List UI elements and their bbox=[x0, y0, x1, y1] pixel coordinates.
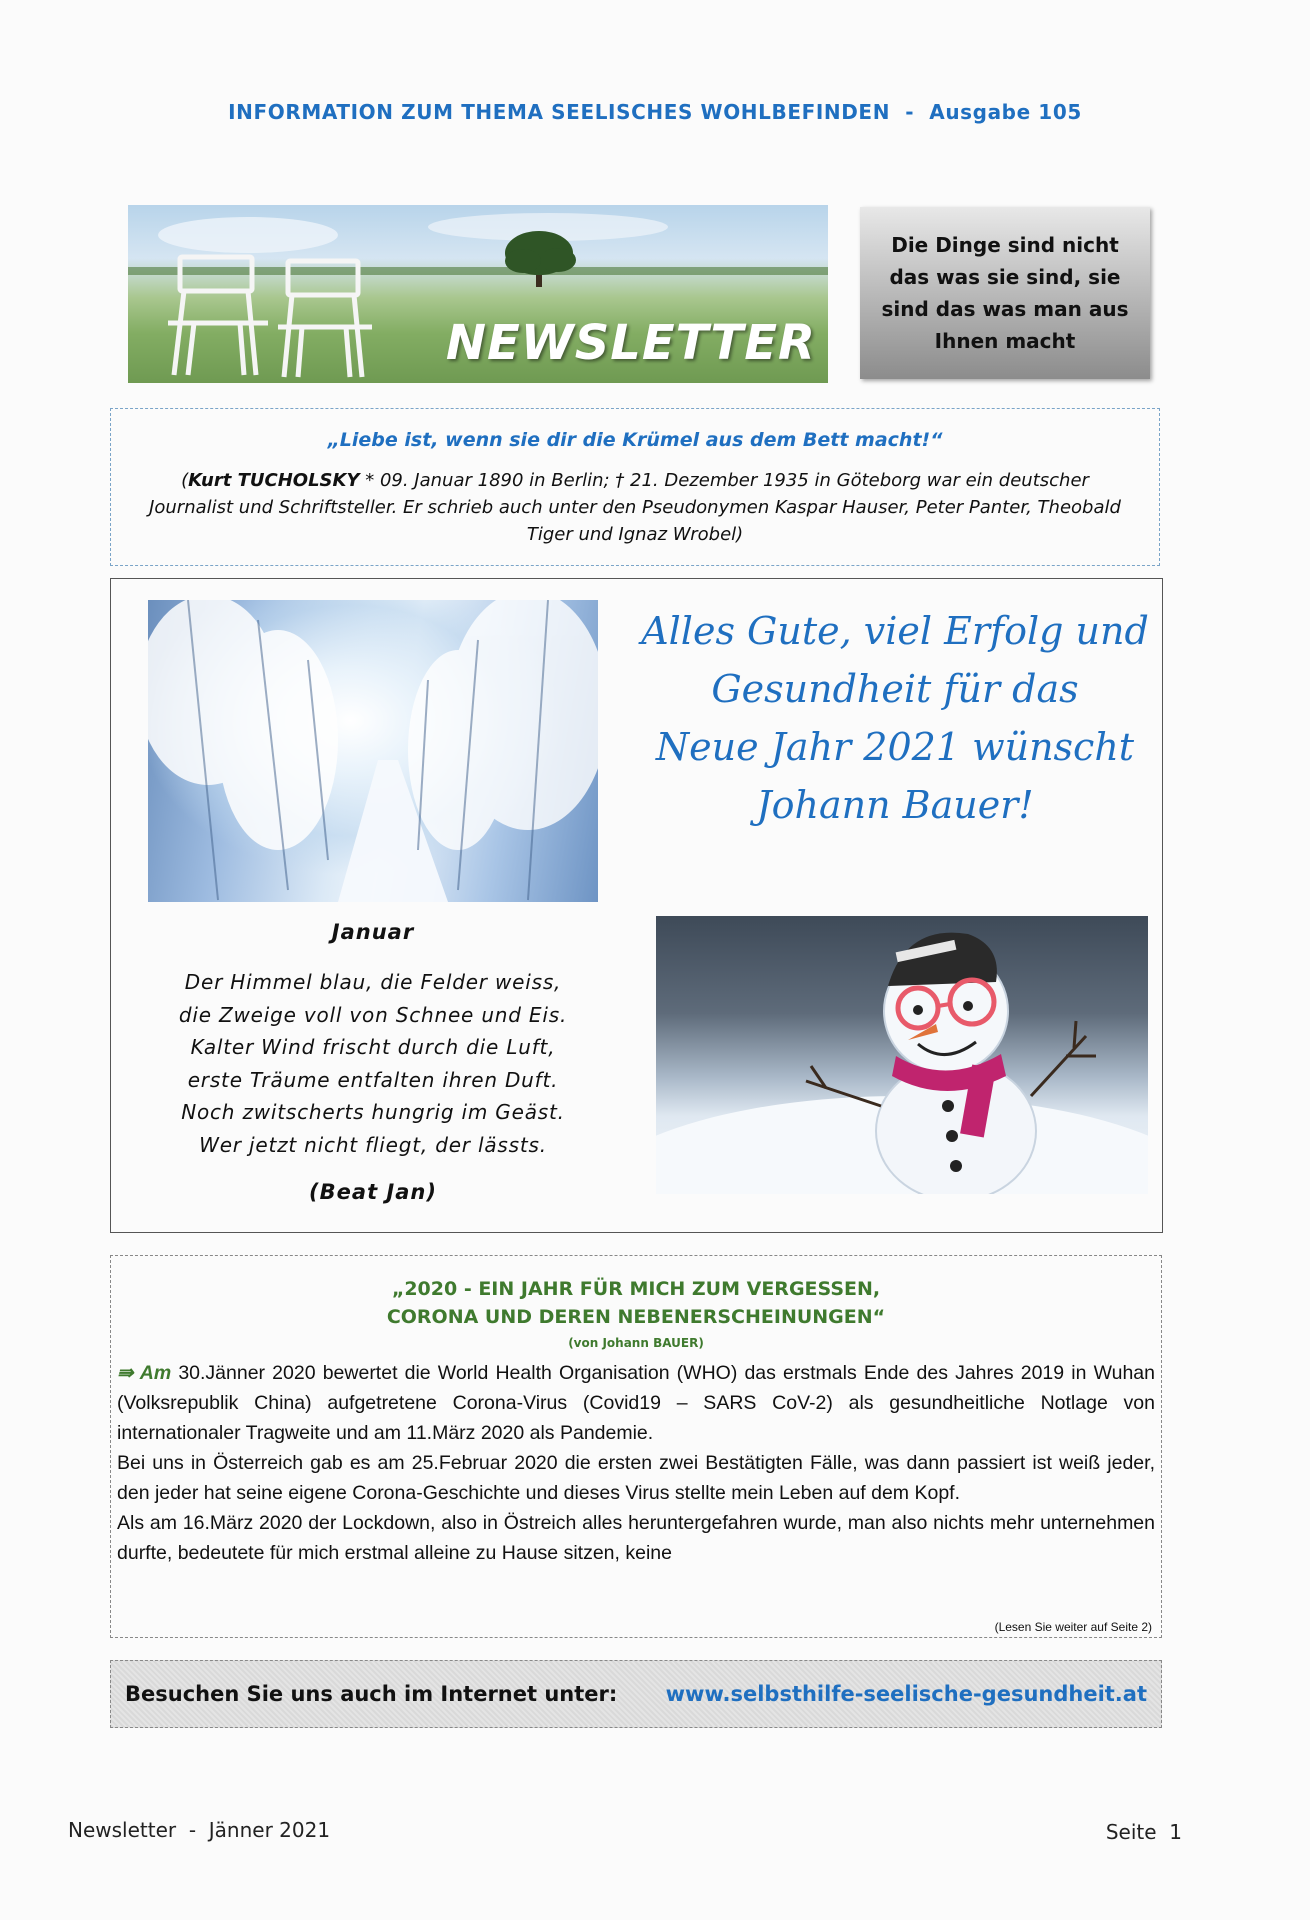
newsletter-banner-image bbox=[128, 205, 828, 383]
quote-box bbox=[110, 408, 1160, 566]
article-title-line-2: CORONA UND DEREN NEBENERSCHEINUNGEN“ bbox=[386, 1306, 886, 1328]
article-lead-word: Am bbox=[139, 1362, 172, 1384]
poem-line: erste Träume entfalten ihren Duft. bbox=[187, 1067, 559, 1092]
snowman-photo bbox=[656, 916, 1148, 1194]
article-title bbox=[110, 1275, 1162, 1331]
poem-line: Der Himmel blau, die Felder weiss, bbox=[184, 970, 562, 994]
poem-author: (Beat Jan) bbox=[309, 1180, 437, 1204]
banner-title: NEWSLETTER bbox=[445, 315, 816, 371]
article-lead bbox=[117, 1362, 171, 1384]
article-paragraph: Bei uns in Österreich gab es am 25.Februar 2020 die ersten zwei Bestätigten Fälle, was dann passiert ist weiß jeder, den jeder hat seine eigene Corona-Geschichte und dieses Virus stellte mein Leben auf dem Kopf. bbox=[117, 1452, 1155, 1504]
quote-author-name: Kurt TUCHOLSKY bbox=[188, 470, 360, 491]
internet-label: Besuchen Sie uns auch im Internet unter: bbox=[125, 1682, 618, 1706]
greeting-line-3: Neue Jahr 2021 wünscht bbox=[655, 725, 1135, 769]
greeting-line-4: Johann Bauer! bbox=[756, 783, 1034, 827]
attribution-open-paren: ( bbox=[181, 470, 189, 491]
snowy-forest-photo bbox=[148, 600, 598, 902]
header-separator: - bbox=[905, 100, 915, 124]
internet-banner bbox=[110, 1660, 1162, 1728]
quote-attribution bbox=[141, 467, 1129, 548]
article-paragraph: Als am 16.März 2020 der Lockdown, also in Östreich alles heruntergefahren wurde, man also nichts mehr unternehmen durfte, bedeutete für mich erstmal alleine zu Hause sitzen, keine bbox=[117, 1512, 1155, 1564]
poem-line: Wer jetzt nicht fliegt, der lässts. bbox=[199, 1132, 547, 1157]
article-body bbox=[117, 1358, 1155, 1568]
newsletter-header bbox=[0, 100, 1310, 124]
poem-line: Kalter Wind frischt durch die Luft, bbox=[190, 1035, 556, 1059]
article-title-line-1: „2020 - EIN JAHR FÜR MICH ZUM VERGESSEN, bbox=[391, 1278, 881, 1300]
quote-author-details: * 09. Januar 1890 in Berlin; † 21. Dezember 1935 in Göteborg war ein deutscher Journalist und Schriftsteller. Er schrieb auch unter den Pseudonymen Kaspar Hauser, Peter Panter, Theobald Tiger und Ignaz Wrobel) bbox=[149, 470, 1121, 545]
motto-box bbox=[860, 207, 1150, 379]
article-paragraph bbox=[117, 1358, 1155, 1448]
website-link[interactable]: www.selbsthilfe-seelische-gesundheit.at bbox=[665, 1682, 1147, 1706]
greeting-line-2: Gesundheit für das bbox=[711, 667, 1079, 711]
footer-page-number: Seite 1 bbox=[1105, 1820, 1182, 1844]
continue-reading-note: (Lesen Sie weiter auf Seite 2) bbox=[994, 1620, 1152, 1634]
quote-text: „Liebe ist, wenn sie dir die Krümel aus dem Bett macht!“ bbox=[327, 429, 943, 451]
poem-line: Noch zwitscherts hungrig im Geäst. bbox=[181, 1100, 565, 1124]
snowy-forest-illustration bbox=[148, 600, 598, 902]
poem-title: Januar bbox=[331, 920, 415, 944]
issue-number: Ausgabe 105 bbox=[929, 100, 1082, 124]
article-byline: (von Johann BAUER) bbox=[568, 1336, 704, 1350]
new-year-greeting bbox=[630, 602, 1160, 834]
article-paragraph-1-text: 30.Jänner 2020 bewertet die World Health Organisation (WHO) das erstmals Ende des Jahres 2019 in Wuhan (Volksrepublik China) aufgetretene Corona-Virus (Covid19 – SARS CoV-2) als gesundheitliche Notlage von internationaler Tragweite und am 11.März 2020 als Pandemie. bbox=[117, 1362, 1155, 1444]
arrow-icon: ⇛ bbox=[117, 1362, 134, 1384]
snowman-illustration bbox=[656, 916, 1148, 1194]
greeting-line-1: Alles Gute, viel Erfolg und bbox=[641, 609, 1149, 653]
motto-text: Die Dinge sind nicht das was sie sind, sie sind das was man aus Ihnen macht bbox=[881, 233, 1129, 353]
footer-newsletter-date: Newsletter - Jänner 2021 bbox=[68, 1818, 331, 1842]
poem-line: die Zweige voll von Schnee und Eis. bbox=[178, 1002, 568, 1027]
header-title: INFORMATION ZUM THEMA SEELISCHES WOHLBEFINDEN bbox=[228, 100, 891, 124]
poem-text bbox=[148, 966, 598, 1161]
